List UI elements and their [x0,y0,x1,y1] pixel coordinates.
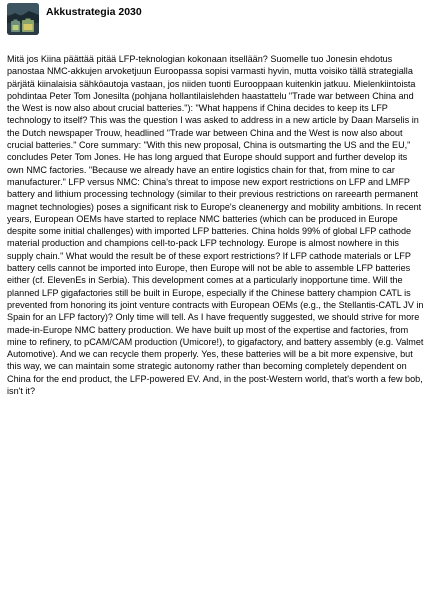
post-body-text: Mitä jos Kiina päättää pitää LFP-teknologian kokonaan itsellään? Suomelle tuo Jonesin ehdotus panostaa NMC-akkujen arvoketjuun Euroopassa sopisi varmasti hyvin, mutta voisiko tällä strategialla pärjätä kiinalaisia sähköautoja vastaan, jos niiden tuonti Eurooppaan kuitenkin jatkuu. Mielenkiintoista pohdintaa Peter Tom Jonesilta (pohjana hollantilaislehden haastattelu "Trade war between China and the West is now also about crucial batteries."): "What happens if China decides to keep its LFP technology to itself? This was the question I was asked to address in a new article by Daan Marselis in the Dutch newspaper Trouw, headlined "Trade war between China and the West is now also about crucial batteries." Core summary: "With this new proposal, China is outsmarting the US and the EU," concludes Peter Tom Jones. He has long argued that Europe should support and further develop its own NMC factories. "Because we already have an entire logistics chain for that, from mine to car manufacturer." LFP versus NMC: China's threat to impose new export restrictions on LFP and LMFP battery and lithium processing technology (similar to their previous restrictions on rareearth permanent magnet technologies) poses a significant risk to Europe's cleanenergy and mobility ambitions. In recent years, European OEMs have started to replace NMC batteries (which can be produced in Europe despite some initial challenges) with imported LFP batteries. China holds 99% of global LFP cathode material production and champions cell-to-pack LFP technology. Europe is almost nowhere in this supply chain." What would the result be of these export restrictions? If LFP cathode materials or LFP battery cells cannot be imported into Europe, then Europe will not be able to assemble LFP batteries either (cf. ElevenEs in Serbia). This development comes at a particularly inopportune time. Will the planned LFP gigafactories still be built in Europe, especially if the Chinese battery champion CATL is prevented from honoring its joint venture contracts with European OEMs (e.g., the Stellantis-CATL JV in Spain for an LFP factory)? Only time will tell. As I have frequently suggested, we should strive for more made-in-Europe NMC battery production. We have built up most of the expertise and factories, from mine to refinery, to pCAM/CAM production (Umicore!), to gigafactory, and battery assembly (e.g. Valmet Automotive). And we can recycle them properly. Yes, these batteries will be a bit more expensive, but this way, we can maintain some strategic autonomy rather than becoming completely dependent on China for the end product, the LFP-powered EV. And, in the post-Western world, that's worth a few bob, isn't it? [7,54,424,397]
group-name-link[interactable]: Akkustrategia 2030 [46,6,142,18]
group-avatar[interactable] [7,3,39,35]
post-header [7,3,142,37]
battery-landscape-icon [7,3,39,35]
